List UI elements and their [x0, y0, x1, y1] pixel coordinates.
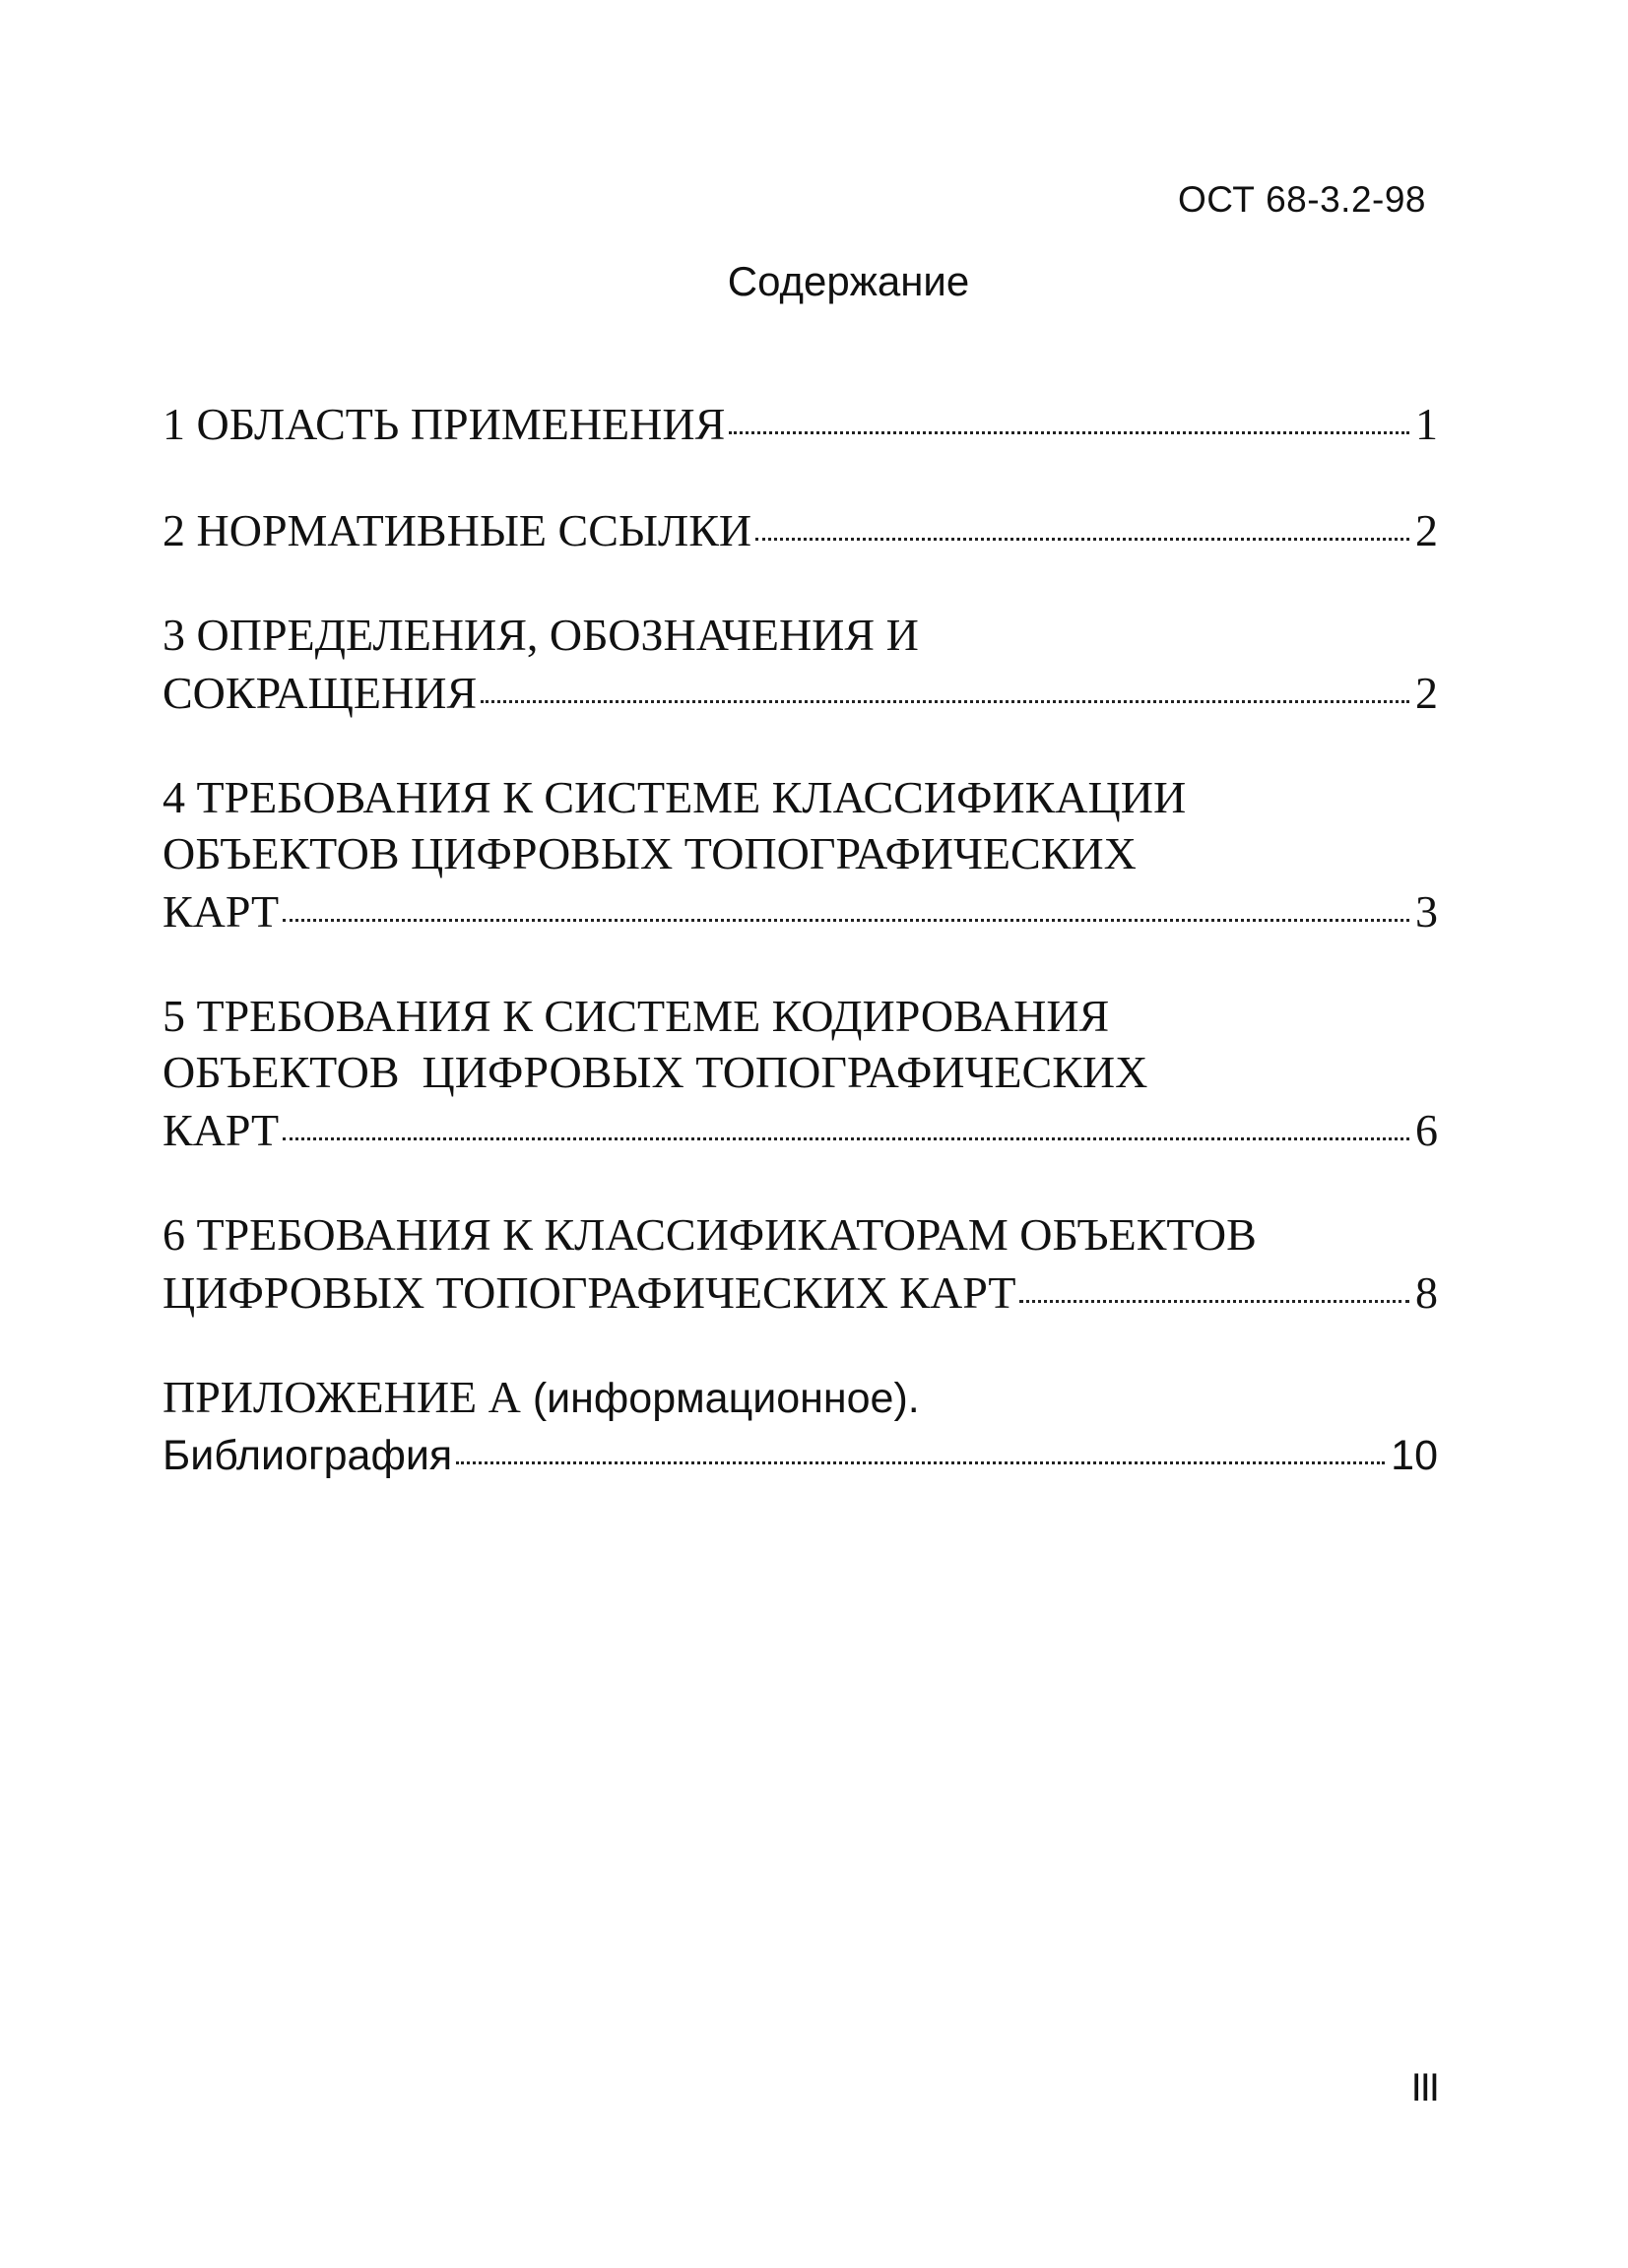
dot-leader [456, 1427, 1385, 1469]
toc-entry-page: 8 [1415, 1267, 1438, 1318]
toc-entry-5[interactable] [163, 988, 1438, 1158]
toc-entry-title: 1 ОБЛАСТЬ ПРИМЕНЕНИЯ [163, 399, 726, 449]
toc-entry-1[interactable] [163, 394, 1438, 452]
toc-entry-6[interactable] [163, 1206, 1438, 1321]
toc-entry-appendix[interactable] [163, 1369, 1438, 1484]
toc-entry-4[interactable] [163, 769, 1438, 940]
dot-leader [1019, 1263, 1409, 1308]
toc-entry-title-line: 4 ТРЕБОВАНИЯ К СИСТЕМЕ КЛАССИФИКАЦИИ [163, 772, 1187, 822]
toc-entry-page: 6 [1415, 1105, 1438, 1155]
toc-entry-title-line: 6 ТРЕБОВАНИЯ К КЛАССИФИКАТОРАМ ОБЪЕКТОВ [163, 1209, 1257, 1260]
dot-leader [481, 663, 1409, 708]
toc-entry-title-line: ОБЪЕКТОВ ЦИФРОВЫХ ТОПОГРАФИЧЕСКИХ [163, 828, 1137, 878]
toc-title: Содержание [727, 258, 970, 304]
toc-entry-title-line: ЦИФРОВЫХ ТОПОГРАФИЧЕСКИХ КАРТ [163, 1267, 1016, 1318]
toc-entry-page: 3 [1415, 886, 1438, 937]
dot-leader [729, 394, 1409, 439]
toc-entry-title-line: Библиография [163, 1432, 453, 1479]
dot-leader [283, 881, 1409, 927]
toc-entry-title-line: СОКРАЩЕНИЯ [163, 668, 478, 718]
toc-entry-title-line [163, 1369, 1438, 1427]
page-number: III [1410, 2066, 1438, 2109]
toc-entry-title-line: КАРТ [163, 1105, 280, 1155]
toc-entry-title-line: КАРТ [163, 886, 280, 937]
dot-leader [755, 500, 1409, 546]
appendix-label: ПРИЛОЖЕНИЕ А [163, 1372, 521, 1422]
toc-entry-title-line: 3 ОПРЕДЕЛЕНИЯ, ОБОЗНАЧЕНИЯ И [163, 610, 919, 660]
dot-leader [283, 1100, 1409, 1145]
appendix-type: (информационное). [520, 1375, 920, 1422]
toc-entry-page: 2 [1415, 505, 1438, 555]
toc-entry-page: 10 [1391, 1432, 1438, 1479]
toc-entry-2[interactable] [163, 500, 1438, 558]
toc-entry-page: 2 [1415, 668, 1438, 718]
toc-entry-title: 2 НОРМАТИВНЫЕ ССЫЛКИ [163, 505, 752, 555]
toc-entry-page: 1 [1415, 399, 1438, 449]
document-code: ОСТ 68-3.2-98 [1177, 179, 1426, 220]
toc-entry-title-line: ОБЪЕКТОВ ЦИФРОВЫХ ТОПОГРАФИЧЕСКИХ [163, 1047, 1148, 1097]
toc-entry-title-line: 5 ТРЕБОВАНИЯ К СИСТЕМЕ КОДИРОВАНИЯ [163, 991, 1110, 1041]
toc-entry-3[interactable] [163, 607, 1438, 721]
table-of-contents [163, 394, 1438, 1532]
